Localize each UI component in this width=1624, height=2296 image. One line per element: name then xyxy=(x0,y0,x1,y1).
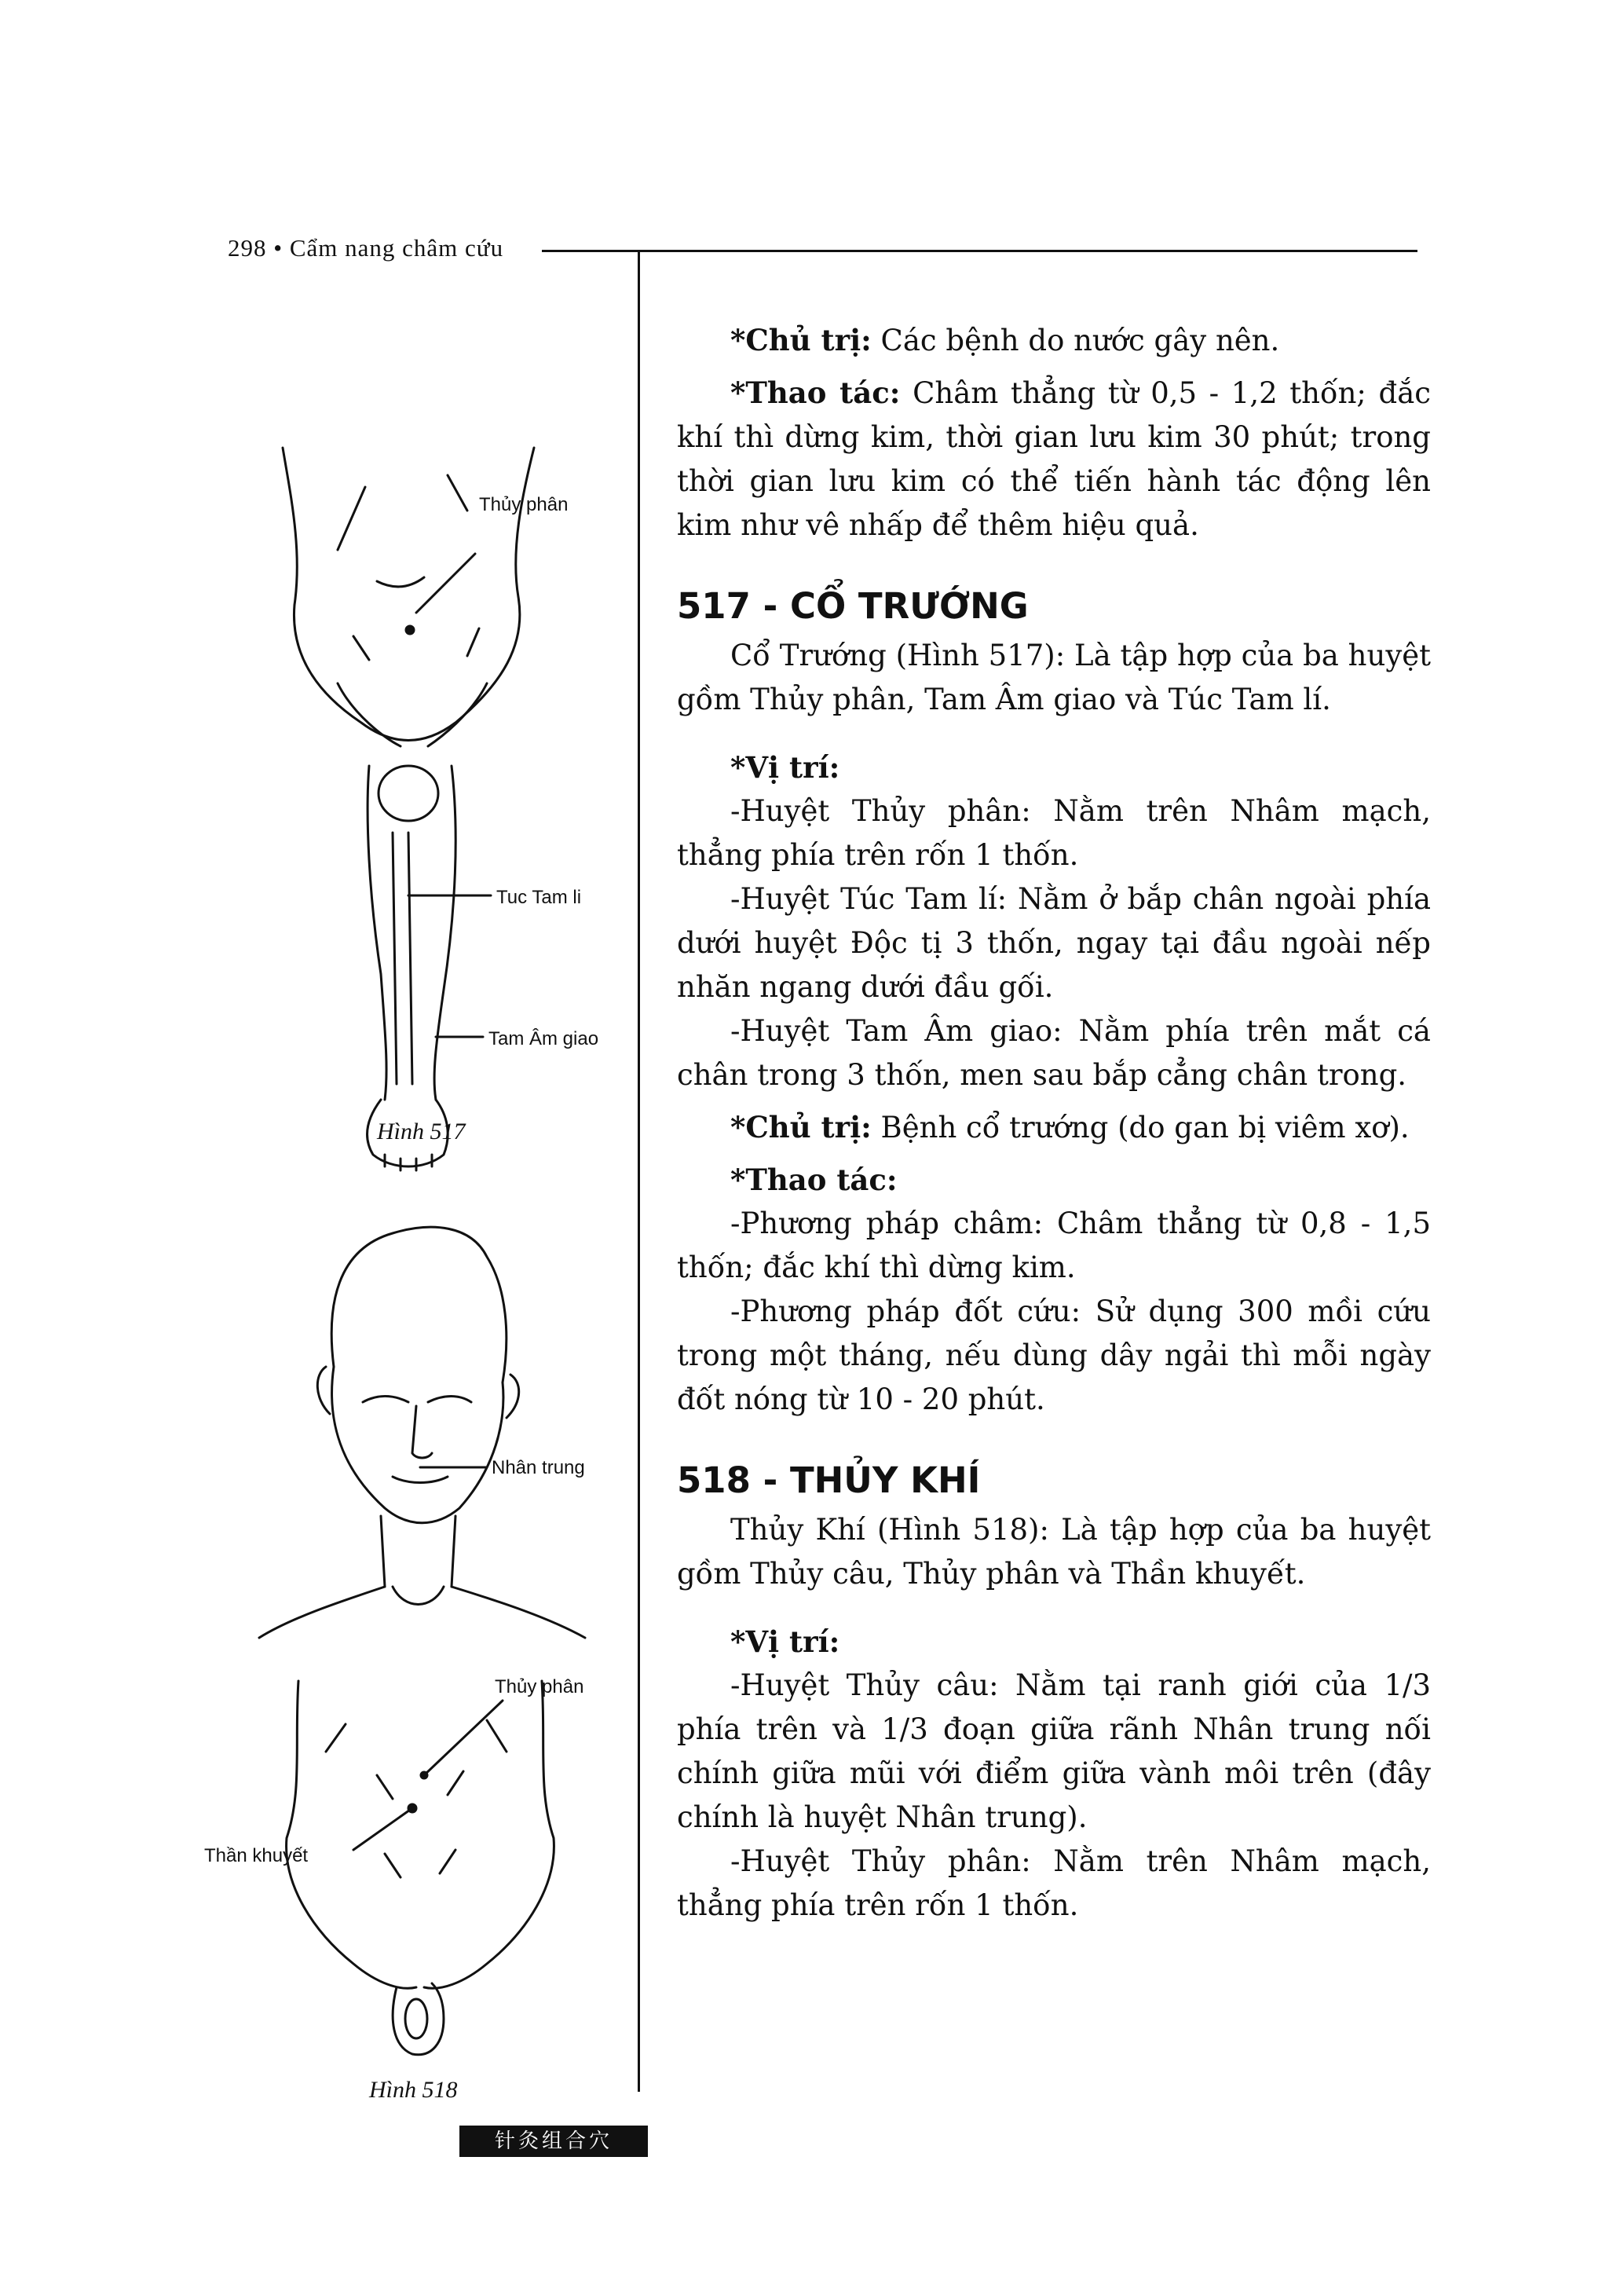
page-header xyxy=(228,234,1417,265)
section-517-thao-tac-label: *Thao tác: xyxy=(730,1163,898,1197)
chu-tri-paragraph xyxy=(677,318,1431,363)
section-518-vitri-label: *Vị trí: xyxy=(730,1624,840,1659)
section-517-thao-tac-2: -Phương pháp đốt cứu: Sử dụng 300 mồi cứu trong một tháng, nếu dùng dây ngải thì mỗi ngày đốt nóng từ 10 - 20 phút. xyxy=(677,1294,1431,1416)
section-heading-517: 517 - CỔ TRƯỚNG xyxy=(677,585,1029,627)
section-517-chu-tri xyxy=(677,1105,1431,1150)
section-517-chu-tri-text: Bệnh cổ trướng (do gan bị viêm xơ). xyxy=(871,1111,1410,1144)
section-517-vitri-label: *Vị trí: xyxy=(730,750,840,785)
thao-tac-label: *Thao tác: xyxy=(730,375,901,410)
page-number-and-running-title: 298 • Cẩm nang châm cứu xyxy=(228,234,504,262)
label-than-khuyet: Thần khuyết xyxy=(204,1845,309,1866)
pointer-line-than-khuyet xyxy=(353,1808,412,1850)
abdomen-illustration-517 xyxy=(283,448,534,746)
thao-tac-paragraph xyxy=(677,371,1431,547)
section-517-thao-tac-1: -Phương pháp châm: Châm thẳng từ 0,8 - 1,5 thốn; đắc khí thì dừng kim. xyxy=(677,1207,1431,1284)
text-column xyxy=(677,318,1431,1928)
anatomy-figures xyxy=(157,424,636,2113)
section-517-vitri-2: -Huyệt Túc Tam lí: Nằm ở bắp chân ngoài phía dưới huyệt Độc tị 3 thốn, ngay tại đầu ngoài nếp nhăn ngang dưới đầu gối. xyxy=(677,882,1431,1004)
section-517-vitri-1: -Huyệt Thủy phân: Nằm trên Nhâm mạch, thẳng phía trên rốn 1 thốn. xyxy=(677,794,1431,872)
running-title: Cẩm nang châm cứu xyxy=(289,234,504,262)
label-thuy-phan-517: Thủy phân xyxy=(479,494,569,515)
section-heading-518: 518 - THỦY KHÍ xyxy=(677,1459,981,1501)
chu-tri-text: Các bệnh do nước gây nên. xyxy=(871,324,1280,357)
head-illustration-518 xyxy=(259,1227,585,1638)
caption-figure-518: Hình 518 xyxy=(369,2077,458,2103)
label-thuy-phan-518: Thủy phân xyxy=(495,1676,584,1697)
column-divider xyxy=(638,250,640,2092)
label-tam-am-giao: Tam Âm giao xyxy=(488,1028,599,1049)
footer-tab: 针灸组合穴 xyxy=(459,2126,648,2157)
section-517-vitri-3: -Huyệt Tam Âm giao: Nằm phía trên mắt cá chân trong 3 thốn, men sau bắp cẳng chân trong. xyxy=(677,1014,1431,1092)
figures-column xyxy=(157,424,636,2113)
section-518-intro: Thủy Khí (Hình 518): Là tập hợp của ba huyệt gồm Thủy câu, Thủy phân và Thần khuyết. xyxy=(677,1513,1431,1591)
chu-tri-label: *Chủ trị: xyxy=(730,323,872,357)
caption-figure-517: Hình 517 xyxy=(377,1119,466,1144)
section-518-vitri-1: -Huyệt Thủy câu: Nằm tại ranh giới của 1/3 phía trên và 1/3 đoạn giữa rãnh Nhân trung nối chính giữa mũi với điểm giữa vành môi trên (đây chính là huyệt Nhân trung). xyxy=(677,1668,1431,1834)
section-517-chu-tri-label: *Chủ trị: xyxy=(730,1110,872,1144)
pointer-line-thuy-phan-518 xyxy=(424,1701,503,1775)
leg-illustration-517 xyxy=(368,766,456,1170)
thao-tac-text: Châm thẳng từ 0,5 - 1,2 thốn; đắc khí thì dừng kim, thời gian lưu kim 30 phút; trong thời gian lưu kim có thể tiến hành tác động lên kim như vê nhấp để thêm hiệu quả. xyxy=(677,376,1431,542)
page-number: 298 xyxy=(228,234,267,262)
header-rule xyxy=(542,250,1417,252)
abdomen-illustration-518 xyxy=(287,1681,554,2055)
pointer-line-thuy-phan-517 xyxy=(416,554,475,613)
section-518-vitri-2: -Huyệt Thủy phân: Nằm trên Nhâm mạch, thẳng phía trên rốn 1 thốn. xyxy=(677,1844,1431,1922)
section-517-intro: Cổ Trướng (Hình 517): Là tập hợp của ba huyệt gồm Thủy phân, Tam Âm giao và Túc Tam lí. xyxy=(677,639,1431,716)
label-tuc-tam-li: Tuc Tam li xyxy=(496,887,582,908)
label-nhan-trung: Nhân trung xyxy=(492,1457,585,1478)
